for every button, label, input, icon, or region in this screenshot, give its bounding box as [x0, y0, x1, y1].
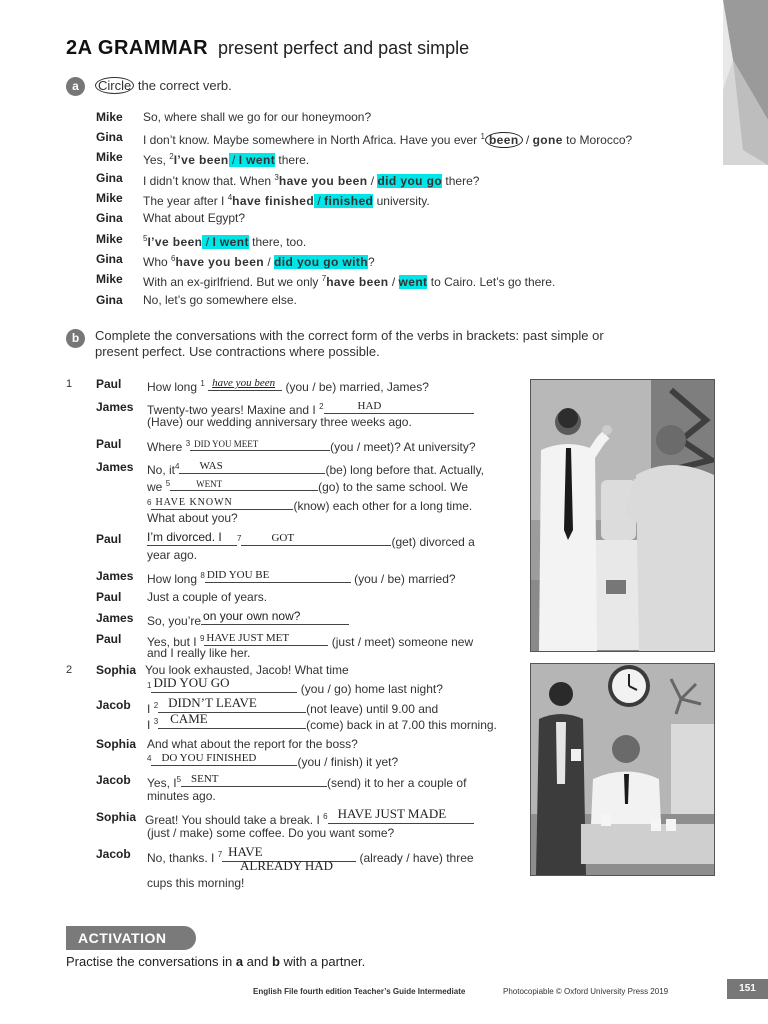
footer-copyright: Photocopiable © Oxford University Press 2019 — [503, 987, 669, 996]
activation-text: Practise the conversations in a and b with a partner. — [66, 954, 366, 969]
answer-4-highlight: finished — [324, 194, 374, 208]
answer-c4: DO YOU FINISHED — [161, 752, 257, 764]
answer-5-highlight: I went — [212, 235, 249, 249]
part-b-instruction: Complete the conversations with the correct form of the verbs in brackets: past simple or present perfect. Use contractions where possible. — [95, 328, 604, 359]
answer-c7-line1: HAVE — [228, 844, 263, 859]
answer-b7-pre: I’m divorced. I — [147, 530, 222, 544]
answer-b4: WAS — [199, 460, 223, 472]
answer-c2: DIDN’T LEAVE — [168, 695, 257, 710]
answer-c7-line2: ALREADY HAD — [240, 858, 334, 873]
corner-graphic — [723, 0, 768, 165]
answer-c5: SENT — [191, 773, 219, 785]
part-b-badge: b — [66, 329, 85, 348]
illustration-tired-worker — [530, 663, 715, 876]
page-subtitle: present perfect and past simple — [218, 38, 470, 58]
answer-c6: HAVE JUST MADE — [337, 806, 447, 821]
answer-3-highlight: did you go — [377, 174, 443, 188]
page-title: 2A GRAMMAR present perfect and past simple — [66, 37, 470, 59]
answer-7-highlight: went — [398, 275, 428, 289]
answer-b8: DID YOU BE — [206, 569, 270, 581]
answer-b-extra: on your own now? — [203, 609, 301, 623]
answer-b5: WENT — [196, 479, 223, 489]
answer-b7: GOT — [271, 532, 295, 544]
activation-label: ACTIVATION — [66, 926, 196, 950]
footer-book-title: English File fourth edition Teacher’s Guide Intermediate — [253, 987, 466, 996]
answer-b1: have you been — [212, 377, 276, 389]
answer-c1: DID YOU GO — [153, 675, 230, 690]
page-number: 151 — [727, 979, 768, 999]
part-a-instruction: Circle the correct verb. — [95, 78, 232, 93]
part-a-badge: a — [66, 77, 85, 96]
illustration-office-men — [530, 379, 715, 652]
answer-b2: HAD — [357, 400, 382, 412]
answer-b6: HAVE KNOWN — [155, 497, 233, 508]
answer-1-been: been — [485, 132, 523, 148]
answer-b3: DID YOU MEET — [194, 439, 259, 449]
answer-c3: CAME — [170, 711, 208, 726]
answer-b9: HAVE JUST MET — [206, 632, 290, 644]
answer-2-highlight: I went — [238, 153, 276, 167]
answer-6-highlight: did you go with — [274, 255, 369, 269]
